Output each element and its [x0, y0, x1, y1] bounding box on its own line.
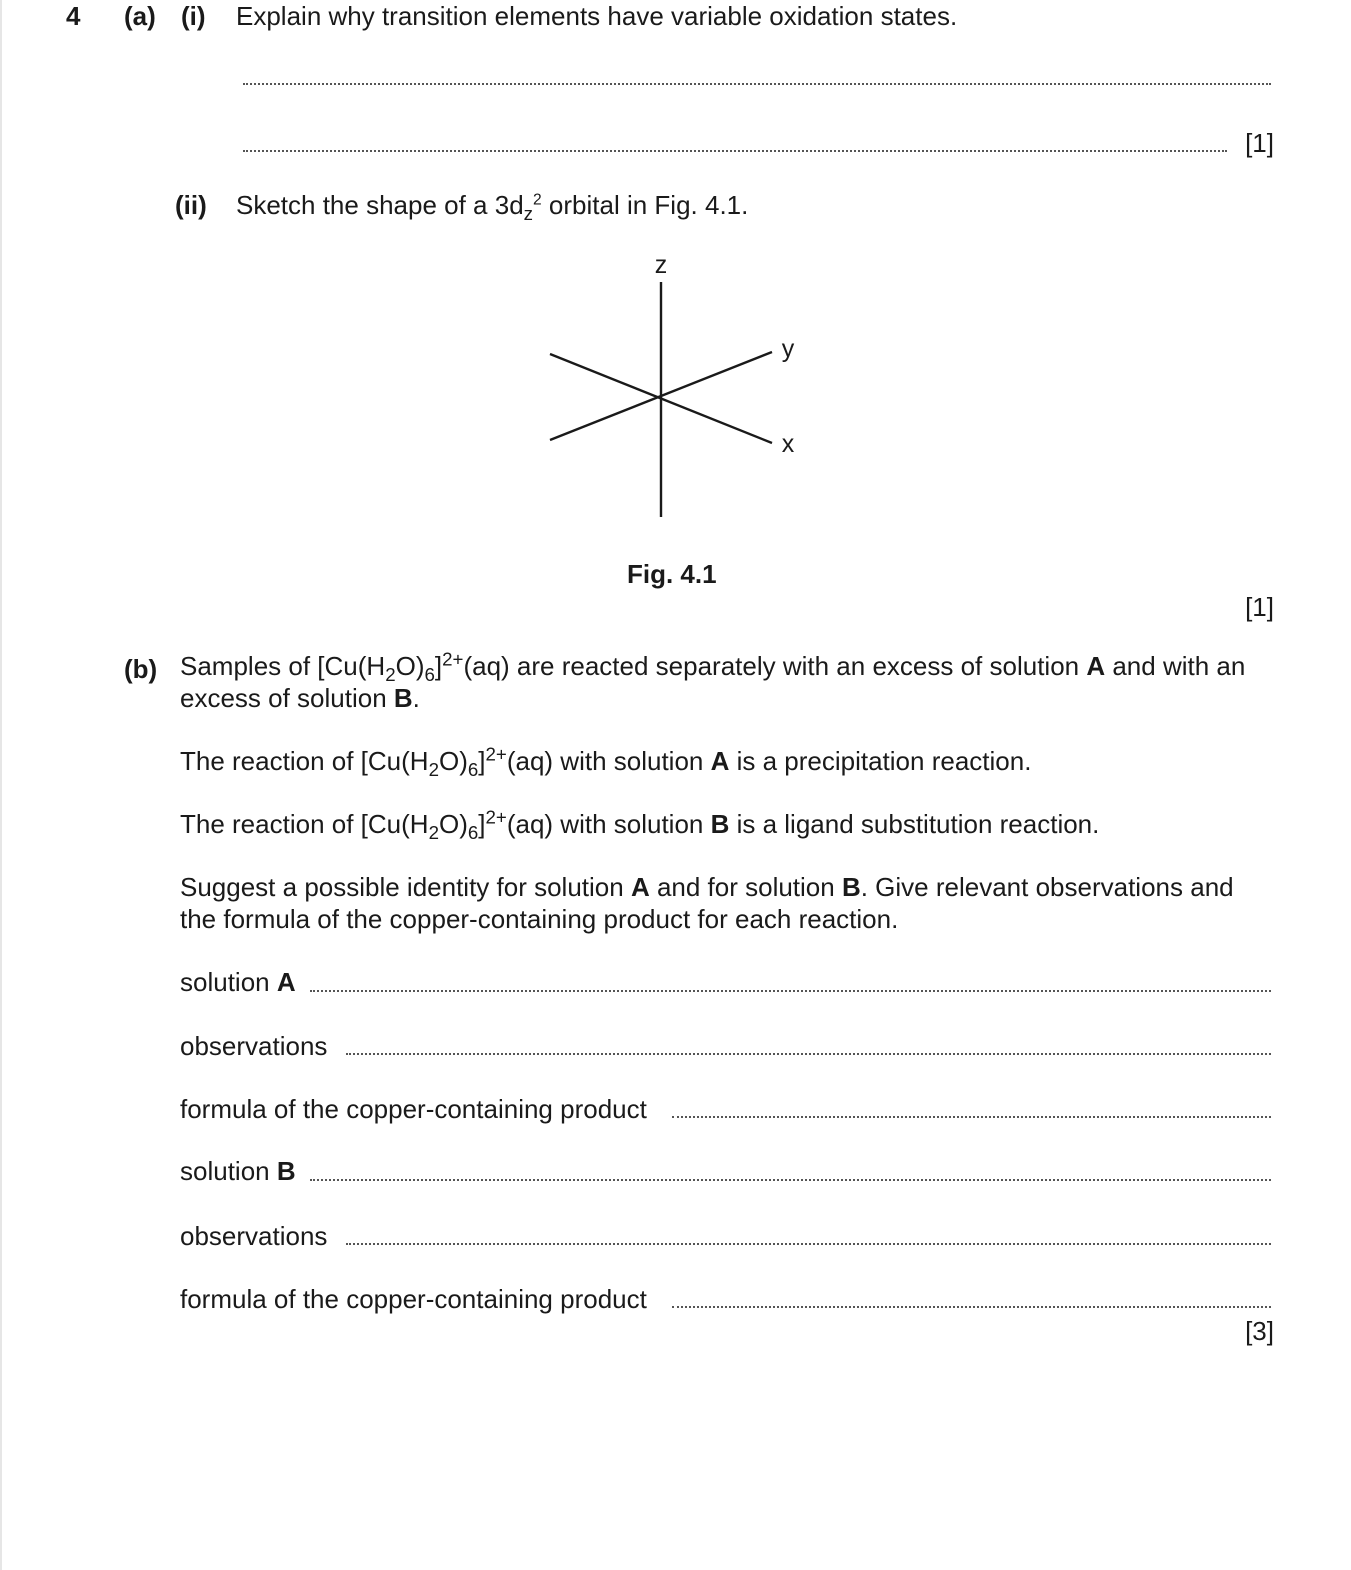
mark-a-ii: [1]	[1245, 592, 1274, 622]
formula-b-label: formula of the copper-containing product	[180, 1284, 647, 1314]
page-left-border	[0, 0, 2, 1570]
formula-b-answer-line[interactable]	[672, 1306, 1271, 1308]
solution-a-label: solution A	[180, 967, 296, 997]
part-a-ii-label: (ii)	[175, 190, 207, 220]
mark-b: [3]	[1245, 1316, 1274, 1346]
part-b-label: (b)	[124, 654, 158, 684]
answer-line-a-i-2[interactable]	[243, 150, 1227, 152]
axis-label-y: y	[781, 335, 795, 363]
formula-a-answer-line[interactable]	[672, 1116, 1271, 1118]
reaction-b-statement: The reaction of $[Cu(H_2O)_6]^{2+}(aq)$ with solution B is a ligand substitution reaction.	[180, 806, 1100, 844]
part-a-ii-question: Sketch the shape of a $3d_z^2$ orbital in Fig. 4.1.	[236, 190, 749, 225]
reaction-a-statement: The reaction of $[Cu(H_2O)_6]^{2+}(aq)$ with solution A is a precipitation reaction.	[180, 743, 1032, 781]
figure-caption: Fig. 4.1	[627, 559, 717, 589]
answer-line-a-i-1[interactable]	[243, 83, 1271, 85]
figure-axes[interactable]	[540, 250, 810, 530]
axis-label-z: z	[654, 251, 668, 279]
observations-a-label: observations	[180, 1031, 328, 1061]
observations-a-answer-line[interactable]	[346, 1053, 1271, 1055]
suggest-instruction: Suggest a possible identity for solution A and for solution B. Give relevant observations and the formula of the copper-containing product for each reaction.	[180, 872, 1234, 934]
observations-b-label: observations	[180, 1221, 328, 1251]
formula-a-label: formula of the copper-containing product	[180, 1094, 647, 1124]
solution-a-answer-line[interactable]	[310, 990, 1271, 992]
part-a-i-label: (i)	[181, 1, 206, 31]
part-a-i-question: Explain why transition elements have variable oxidation states.	[236, 1, 958, 31]
axis-label-x: x	[781, 430, 795, 458]
part-b-intro: Samples of $[Cu(H_2O)_6]^{2+}(aq)$ are reacted separately with an excess of solution A and with an excess of solution B.	[180, 648, 1246, 713]
part-a-label: (a)	[124, 1, 156, 31]
solution-b-label: solution B	[180, 1156, 296, 1186]
question-number: 4	[66, 1, 81, 31]
mark-a-i: [1]	[1245, 128, 1274, 158]
solution-b-answer-line[interactable]	[310, 1179, 1271, 1181]
observations-b-answer-line[interactable]	[346, 1243, 1271, 1245]
